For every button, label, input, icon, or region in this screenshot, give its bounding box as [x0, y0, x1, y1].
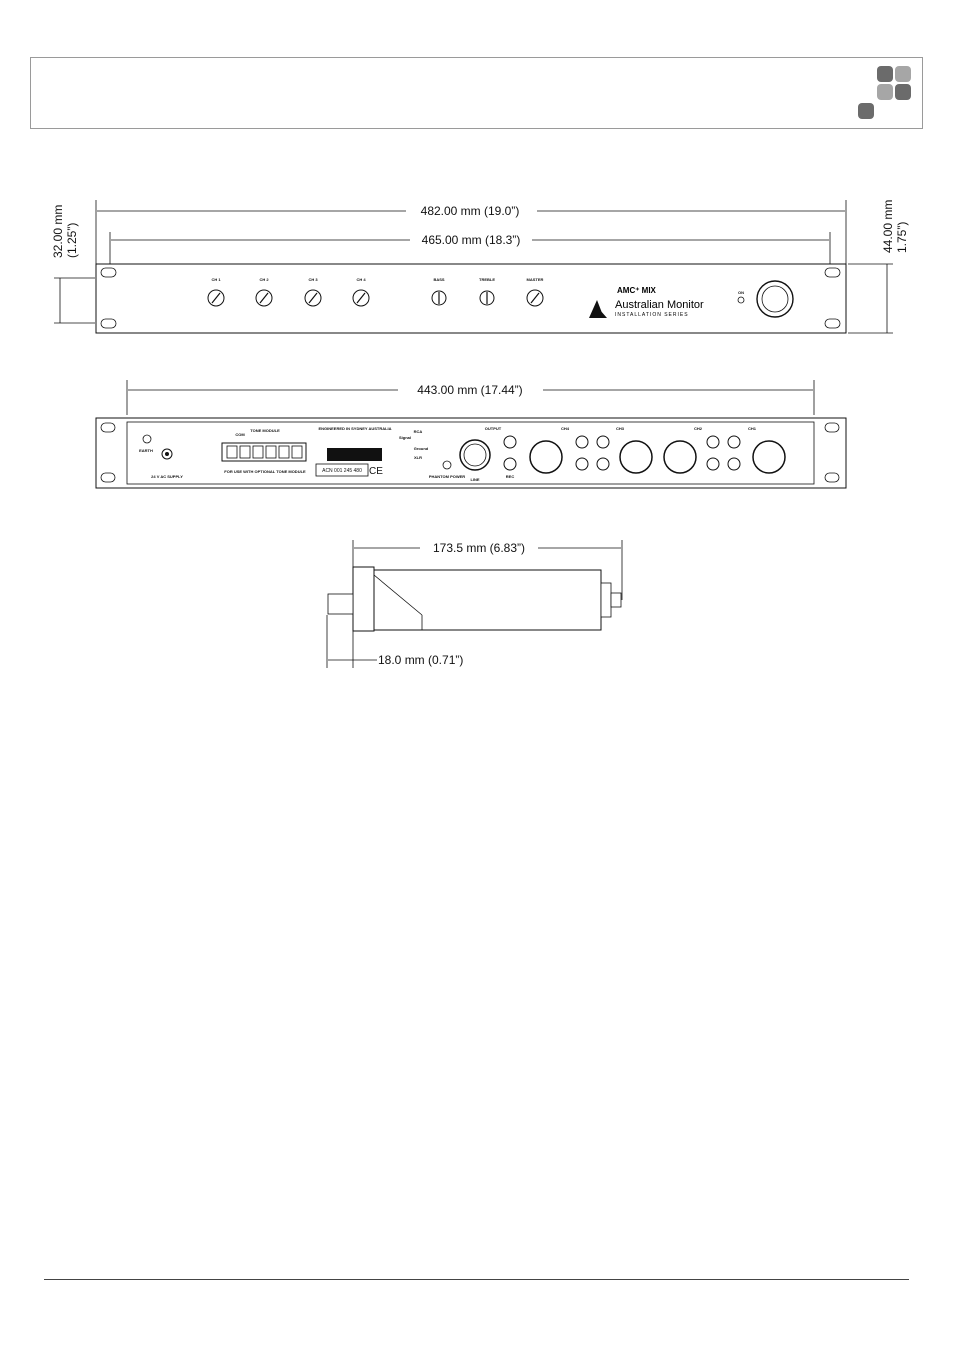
right-height-label: 44.00 mm [881, 199, 895, 253]
svg-text:CH4: CH4 [560, 426, 570, 431]
knob-label: CH 3 [308, 277, 318, 282]
power-switch [757, 281, 793, 317]
footer-rule [44, 1279, 909, 1280]
svg-text:CH2: CH2 [693, 426, 703, 431]
depth-label: 173.5 mm (6.83”) [432, 541, 526, 555]
knob-label: BASS [433, 277, 445, 282]
knob-label: MASTER [526, 277, 544, 282]
brand-name: Australian Monitor [615, 299, 704, 311]
svg-text:EARTH: EARTH [139, 448, 153, 453]
svg-text:Ground: Ground [413, 446, 429, 451]
svg-text:REC: REC [505, 474, 515, 479]
knob-label: TREBLE [479, 277, 495, 282]
svg-text:24 V AC SUPPLY: 24 V AC SUPPLY [151, 474, 183, 479]
brand-model: AMC⁺ MIX [617, 286, 656, 295]
svg-text:ENGINEERED IN SYDNEY AUSTRALIA: ENGINEERED IN SYDNEY AUSTRALIA [318, 426, 392, 431]
svg-text:FOR USE WITH OPTIONAL TONE MOD: FOR USE WITH OPTIONAL TONE MODULE [224, 469, 306, 474]
rear-width-label: 443.00 mm (17.44”) [417, 383, 523, 397]
right-height-imperial: 1.75”) [895, 221, 909, 253]
svg-text:CH1: CH1 [747, 426, 757, 431]
front-width-label: 482.00 mm (19.0”) [420, 204, 520, 218]
svg-text:COM: COM [235, 432, 245, 437]
side-view [328, 567, 621, 631]
ce-mark: CE [369, 466, 383, 477]
svg-text:ACN 001 245 480: ACN 001 245 480 [322, 468, 362, 474]
front-mount-label: 465.00 mm (18.3”) [421, 233, 521, 247]
svg-text:PHANTOM POWER: PHANTOM POWER [428, 474, 466, 479]
svg-text:CH3: CH3 [615, 426, 625, 431]
svg-text:ON: ON [738, 290, 744, 295]
svg-text:RCA: RCA [413, 429, 423, 434]
knob-label: CH 2 [259, 277, 269, 282]
knob-depth-label: 18.0 mm (0.71”) [378, 653, 464, 667]
left-height-label: 32.00 mm [51, 204, 65, 258]
brand-series: INSTALLATION SERIES [615, 312, 689, 318]
svg-text:TONE MODULE: TONE MODULE [250, 428, 280, 433]
svg-text:OUTPUT: OUTPUT [484, 426, 502, 431]
svg-text:Signal: Signal [398, 435, 412, 440]
knob-label: CH 4 [356, 277, 366, 282]
svg-text:XLR: XLR [414, 455, 422, 460]
knob-label: CH 1 [211, 277, 221, 282]
left-height-imperial: (1.25”) [65, 222, 79, 258]
svg-text:LINE: LINE [470, 477, 480, 482]
